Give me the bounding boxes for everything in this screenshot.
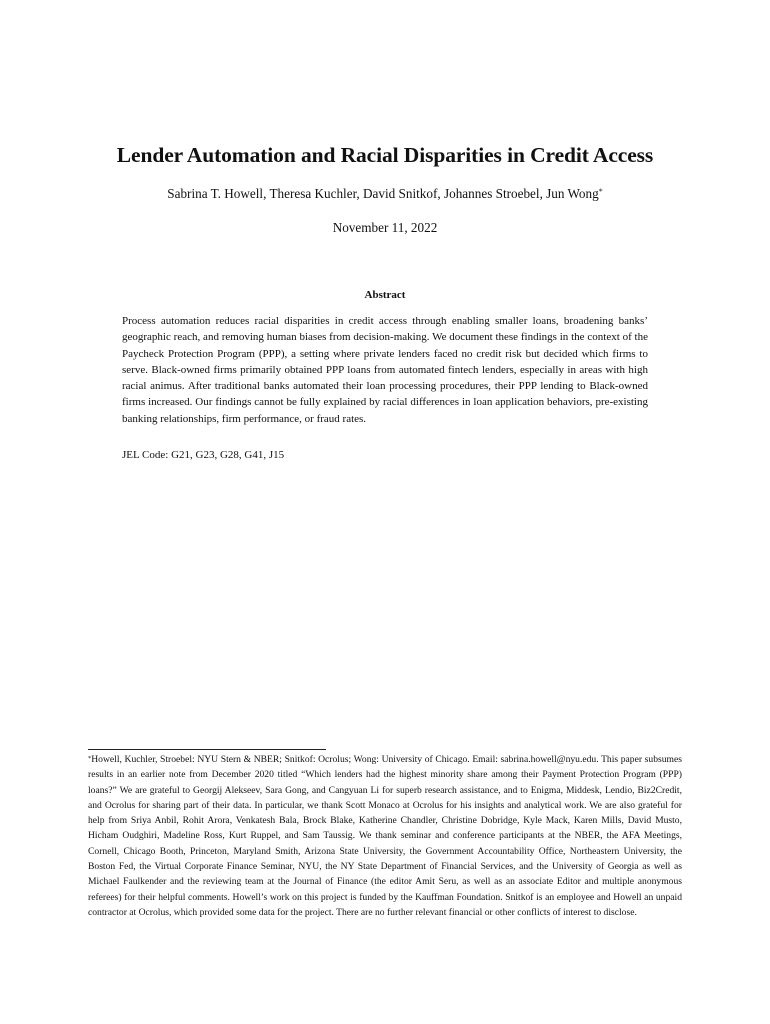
- author-footnote-mark: *: [598, 187, 603, 196]
- author-names: Sabrina T. Howell, Theresa Kuchler, David Snitkof, Johannes Stroebel, Jun Wong: [167, 186, 599, 201]
- footnote: [88, 752, 682, 920]
- paper-title: Lender Automation and Racial Disparities in Credit Access: [116, 143, 654, 167]
- jel-codes: JEL Code: G21, G23, G28, G41, J15: [122, 449, 285, 461]
- author-list: [0, 185, 770, 203]
- abstract-heading: Abstract: [364, 289, 406, 301]
- abstract-text: Process automation reduces racial disparities in credit access through enabling smaller loans, broadening banks’ geographic reach, and removing human biases from decision-making. We document these findings in the context of the Paycheck Protection Program (PPP), a setting where private lenders faced no credit risk but decided which firms to serve. Black-owned firms primarily obtained PPP loans from automated fintech lenders, especially in areas with high racial animus. After traditional banks automated their loan processing procedures, their PPP lending to Black-owned firms increased. Our findings cannot be fully explained by racial differences in loan application behaviors, pre-existing banking relationships, firm performance, or fraud rates.: [122, 315, 648, 425]
- footnote-text: Howell, Kuchler, Stroebel: NYU Stern & NBER; Snitkof: Ocrolus; Wong: University of Chicago. Email: sabrina.howell@nyu.edu. This paper subsumes results in an earlier note from December 2020 titled “Which lenders had the highest minority share among their Payment Protection Program (PPP) loans?” We are grateful to Georgij Alekseev, Sara Gong, and Cangyuan Li for superb research assistance, and to Enigma, Middesk, Lendio, Biz2Credit, and Ocrolus for sharing part of their data. In particular, we thank Scott Monaco at Ocrolus for his insights and analytical work. We are also grateful for help from Sriya Anbil, Rohit Arora, Venkatesh Bala, Brock Blake, Katherine Chandler, Christine Dobridge, Kyle Mack, Karen Mills, David Musto, Hicham Oudghiri, Madeline Ross, Kurt Ruppel, and Sam Taussig. We thank seminar and conference participants at the NBER, the AFA Meetings, Cornell, Chicago Booth, Princeton, Maryland Smith, Arizona State University, the Government Accountability Office, Northeastern University, the Boston Fed, the Virtual Corporate Finance Seminar, NYU, the NY State Department of Financial Services, and the University of Georgia as well as Michael Faulkender and the reviewing team at the Journal of Finance (the editor Amit Seru, as well as an associate Editor and multiple anonymous referees) for their helpful comments. Howell’s work on this project is funded by the Kauffman Foundation. Snitkof is an employee and Howell an unpaid contractor at Ocrolus, which provided some data for the project. There are no further relevant financial or other conflicts of interest to disclose.: [88, 754, 682, 918]
- footnote-mark: *: [88, 755, 92, 762]
- footnote-divider: [88, 749, 326, 750]
- paper-date: November 11, 2022: [332, 220, 438, 235]
